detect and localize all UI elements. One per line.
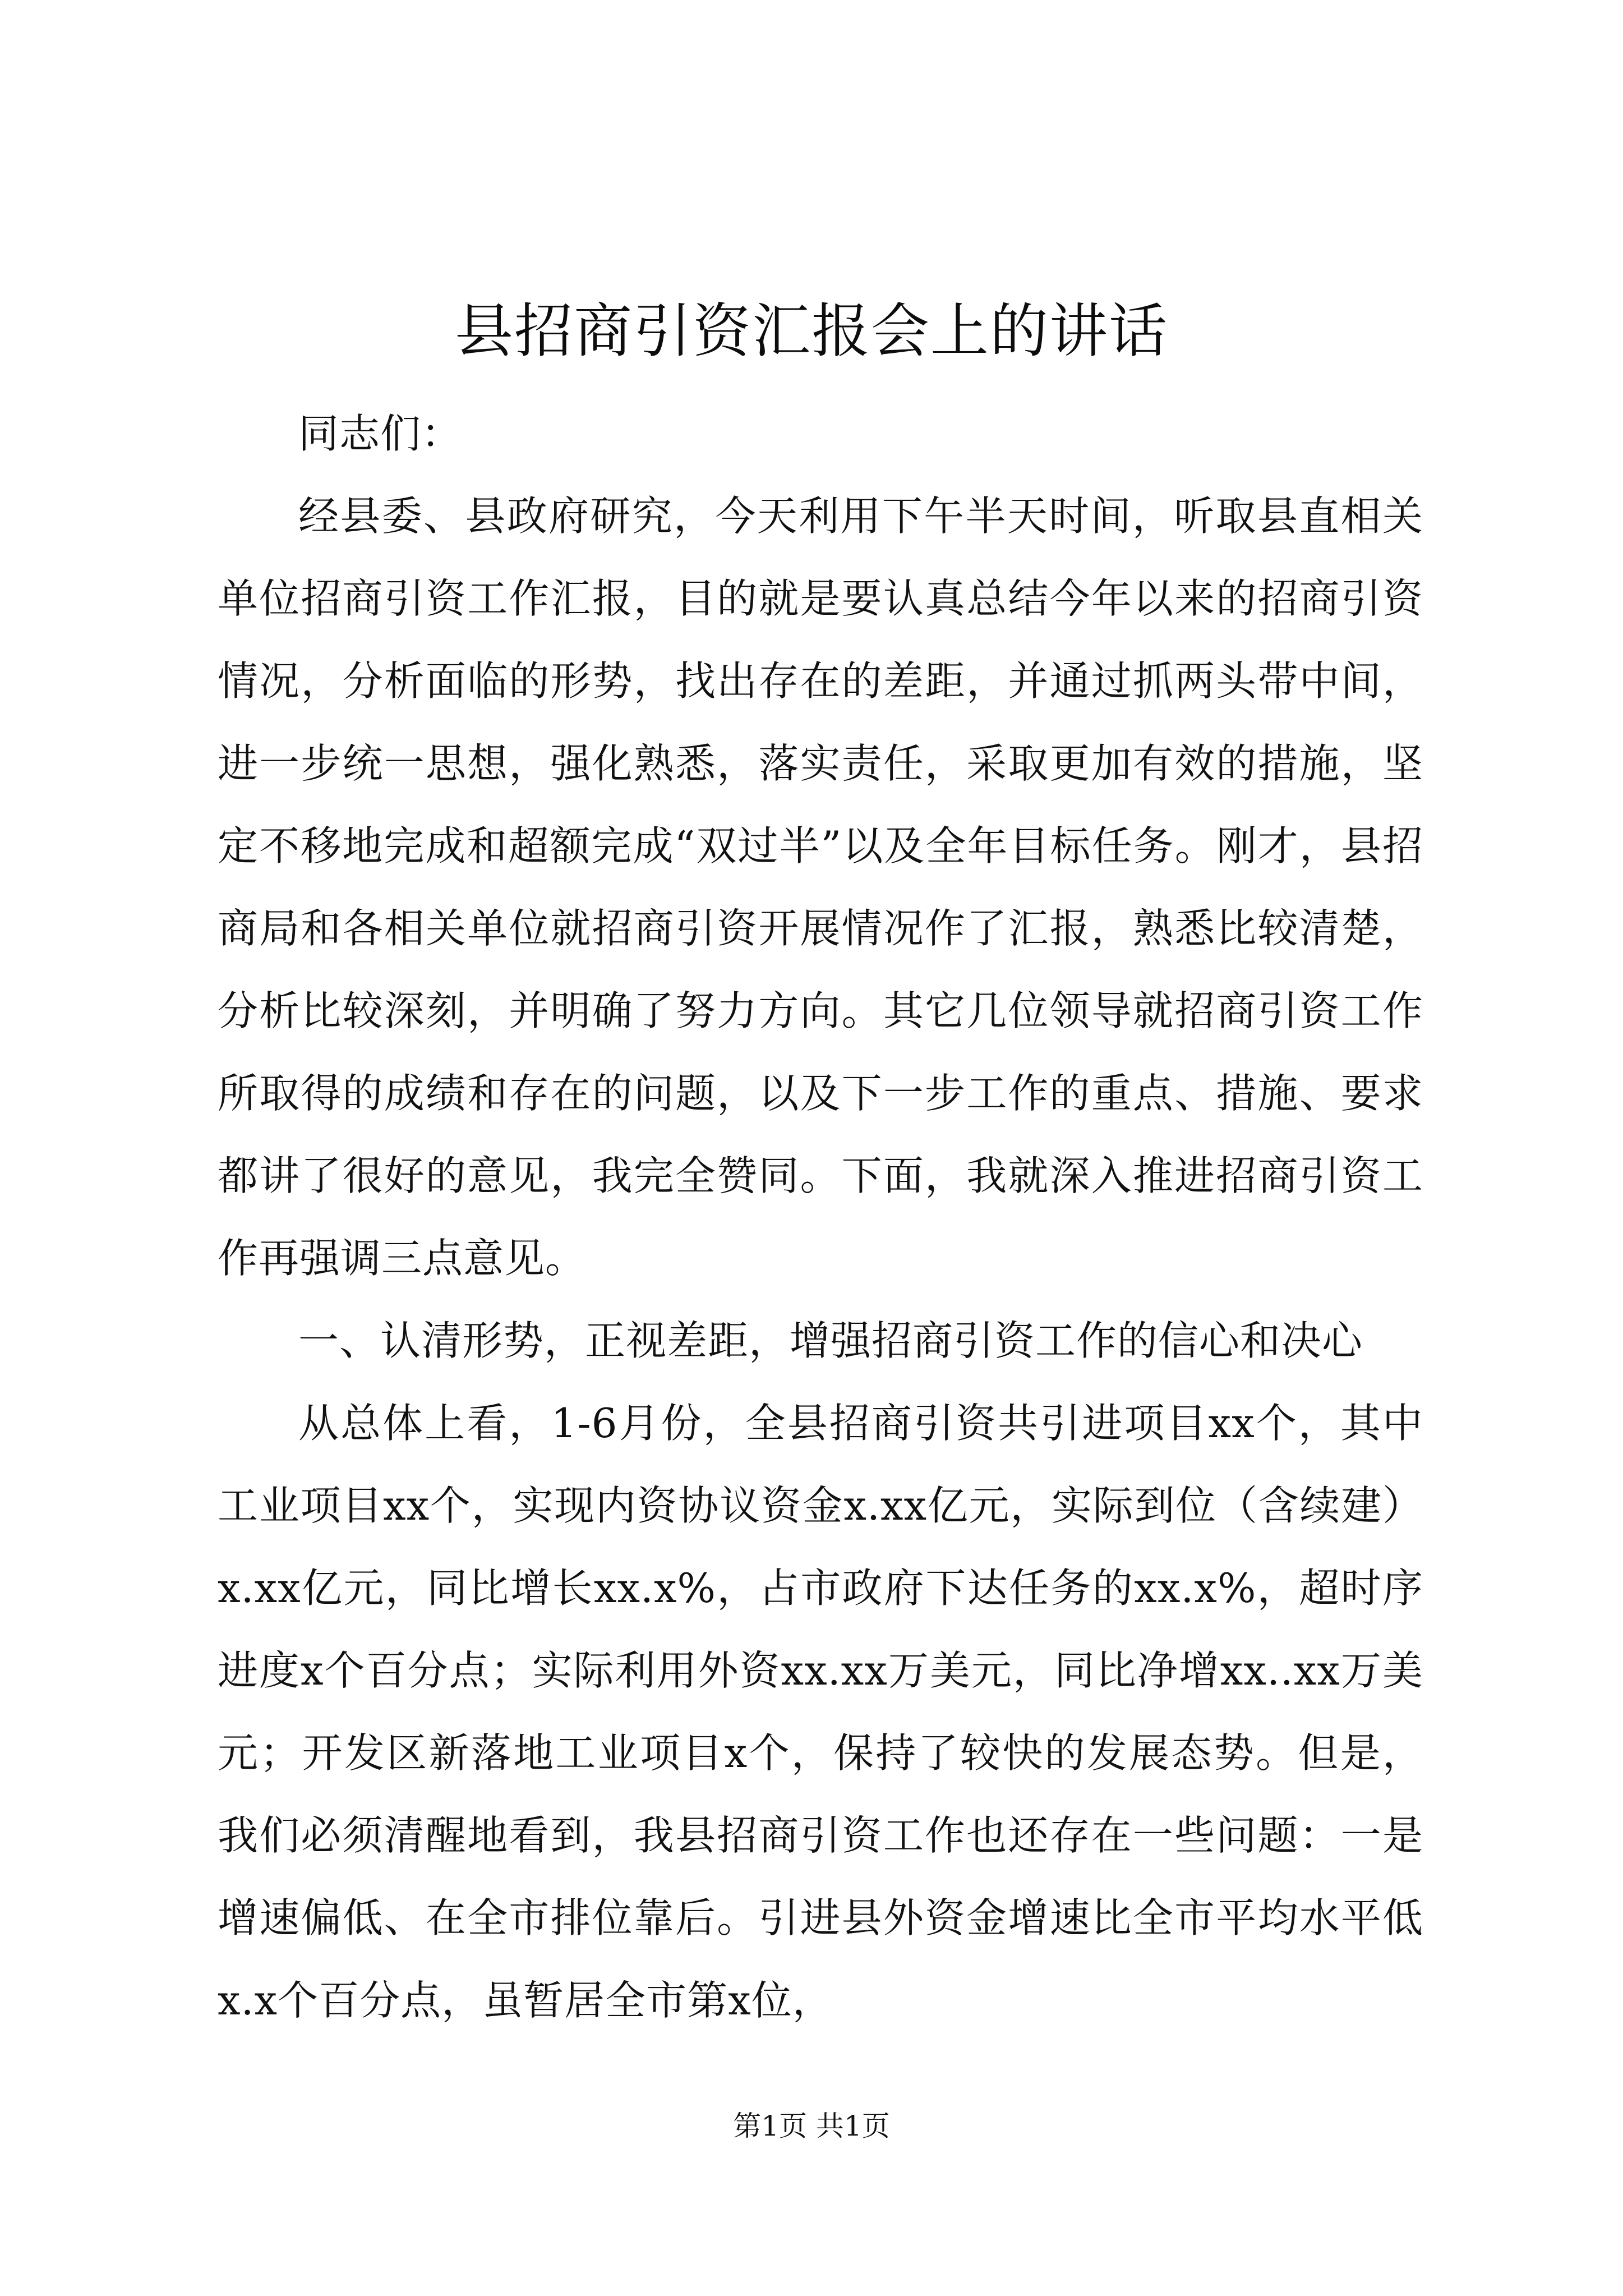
document-body <box>218 393 1423 2042</box>
section-heading-paragraph: 一、认清形势，正视差距，增强招商引资工作的信心和决心 <box>298 1317 1363 1364</box>
document-title: 县招商引资汇报会上的讲话 <box>454 297 1168 365</box>
page-footer: 第1页 共1页 <box>733 2110 890 2142</box>
salutation-paragraph: 同志们： <box>298 410 463 457</box>
intro-paragraph: 经县委、县政府研究，今天利用下午半天时间，听取县直相关单位招商引资工作汇报，目的就是要认真总结今年以来的招商引资情况，分析面临的形势，找出存在的差距，并通过抓两头带中间，进一步统一思想，强化熟悉，落实责任，采取更加有效的措施，坚定不移地完成和超额完成“双过半”以及全年目标任务。刚才，县招商局和各相关单位就招商引资开展情况作了汇报，熟悉比较清楚，分析比较深刻，并明确了努力方向。其它几位领导就招商引资工作所取得的成绩和存在的问题，以及下一步工作的重点、措施、要求都讲了很好的意见，我完全赞同。下面，我就深入推进招商引资工作再强调三点意见。 <box>218 493 1423 1282</box>
overview-paragraph: 从总体上看，1-6月份，全县招商引资共引进项目xx个，其中工业项目xx个，实现内资协议资金x.xx亿元，实际到位（含续建）x.xx亿元，同比增长xx.x%，占市政府下达任务的xx.x%，超时序进度x个百分点；实际利用外资xx.xx万美元，同比净增xx..xx万美元；开发区新落地工业项目x个，保持了较快的发展态势。但是，我们必须清醒地看到，我县招商引资工作也还存在一些问题：一是增速偏低、在全市排位靠后。引进县外资金增速比全市平均水平低x.x个百分点，虽暂居全市第x位， <box>218 1400 1423 2024</box>
